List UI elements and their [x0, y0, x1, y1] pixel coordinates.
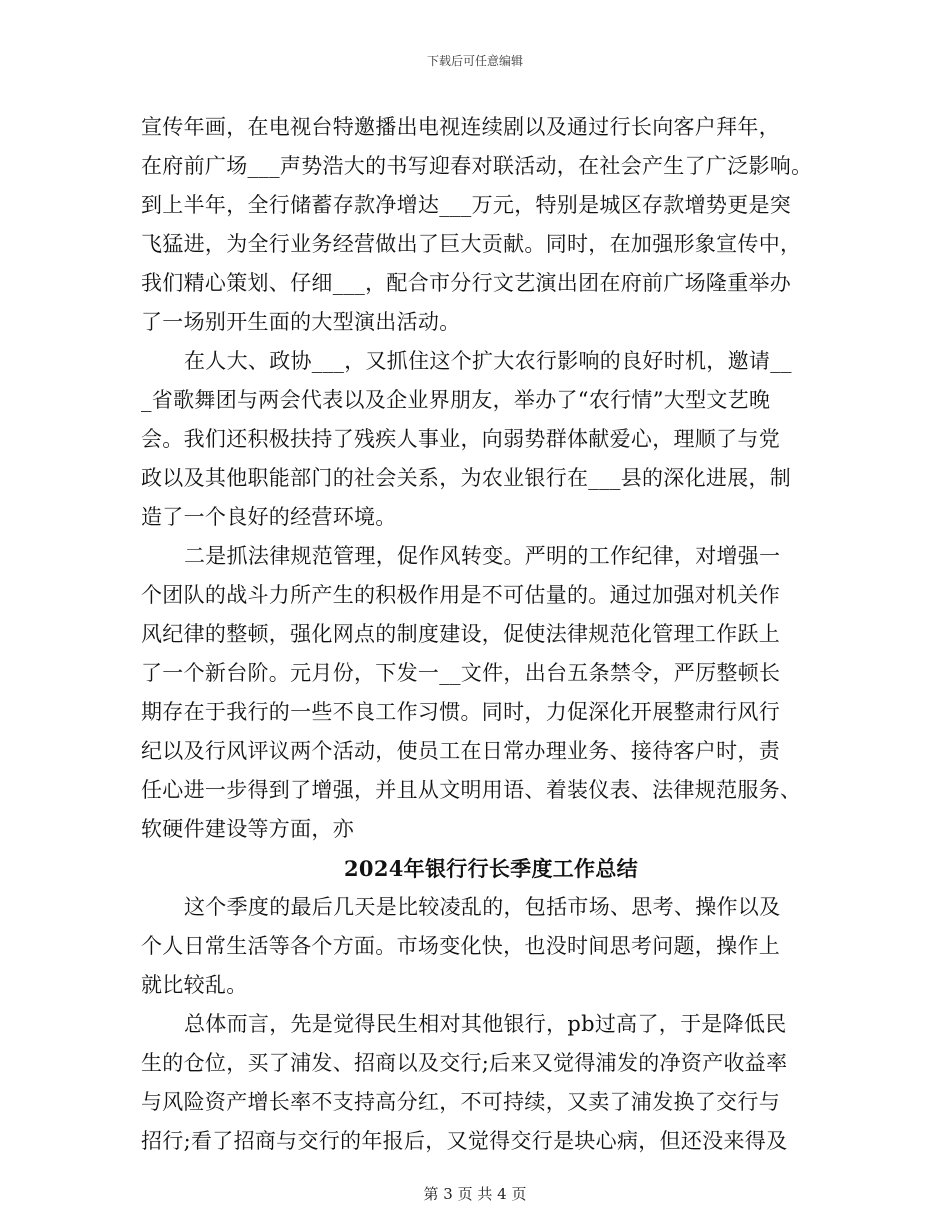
- text-line: 期存在于我行的一些不良工作习惯。同时，力促深化开展整肃行风行: [141, 700, 780, 724]
- text-line: _省歌舞团与两会代表以及企业界朋友，举办了“农行情”大型文艺晚: [141, 388, 771, 412]
- text-line: 飞猛进，为全行业务经营做出了巨大贡献。同时，在加强形象宣传中，: [141, 232, 802, 256]
- text-line: 纪以及行风评议两个活动，使员工在日常办理业务、接待客户时，责: [141, 739, 780, 763]
- text-line: 个团队的战斗力所产生的积极作用是不可估量的。通过加强对机关作: [141, 583, 780, 607]
- text-line: 就比较乱。: [141, 973, 248, 997]
- text-line: 造了一个良好的经营环境。: [141, 505, 397, 529]
- paragraph-start-line: 总体而言，先是觉得民生相对其他银行，pb过高了，于是降低民: [184, 1012, 787, 1036]
- text-line: 招行;看了招商与交行的年报后，又觉得交行是块心病，但还没来得及: [141, 1129, 788, 1153]
- section-title: 2024年银行行长季度工作总结: [344, 856, 638, 881]
- page-footer: 第 3 页 共 4 页: [423, 1185, 527, 1203]
- text-line: 任心进一步得到了增强，并且从文明用语、着装仪表、法律规范服务、: [141, 778, 802, 802]
- document-body: [141, 108, 821, 1161]
- text-line: 生的仓位，买了浦发、招商以及交行;后来又觉得浦发的净资产收益率: [141, 1051, 788, 1075]
- text-line: 了一个新台阶。元月份，下发一__文件，出台五条禁令，严厉整顿长: [141, 661, 781, 685]
- paragraph-start-line: 这个季度的最后几天是比较凌乱的，包括市场、思考、操作以及: [184, 895, 781, 919]
- text-line: 到上半年，全行储蓄存款净增达___万元，特别是城区存款增势更是突: [141, 193, 792, 217]
- text-line: 了一场别开生面的大型演出活动。: [141, 310, 461, 334]
- paragraph-start-line: 在人大、政协___，又抓住这个扩大农行影响的良好时机，邀请__: [184, 349, 792, 373]
- text-line: 个人日常生活等各个方面。市场变化快，也没时间思考问题，操作上: [141, 934, 780, 958]
- text-line: 我们精心策划、仔细___，配合市分行文艺演出团在府前广场隆重举办: [141, 271, 792, 295]
- text-line: 软硬件建设等方面，亦: [141, 817, 354, 841]
- text-line: 风纪律的整顿，强化网点的制度建设，促使法律规范化管理工作跃上: [141, 622, 780, 646]
- text-line: 在府前广场___声势浩大的书写迎春对联活动，在社会产生了广泛影响。: [141, 154, 813, 178]
- text-line: 政以及其他职能部门的社会关系，为农业银行在___县的深化进展，制: [141, 466, 792, 490]
- paragraph-start-line: 二是抓法律规范管理，促作风转变。严明的工作纪律，对增强一: [184, 544, 781, 568]
- text-line: 与风险资产增长率不支持高分红，不可持续，又卖了浦发换了交行与: [141, 1090, 780, 1114]
- page-header: 下载后可任意编辑: [426, 54, 523, 68]
- text-line: 会。我们还积极扶持了残疾人事业，向弱势群体献爱心，理顺了与党: [141, 427, 780, 451]
- text-line: 宣传年画，在电视台特邀播出电视连续剧以及通过行长向客户拜年，: [141, 115, 780, 139]
